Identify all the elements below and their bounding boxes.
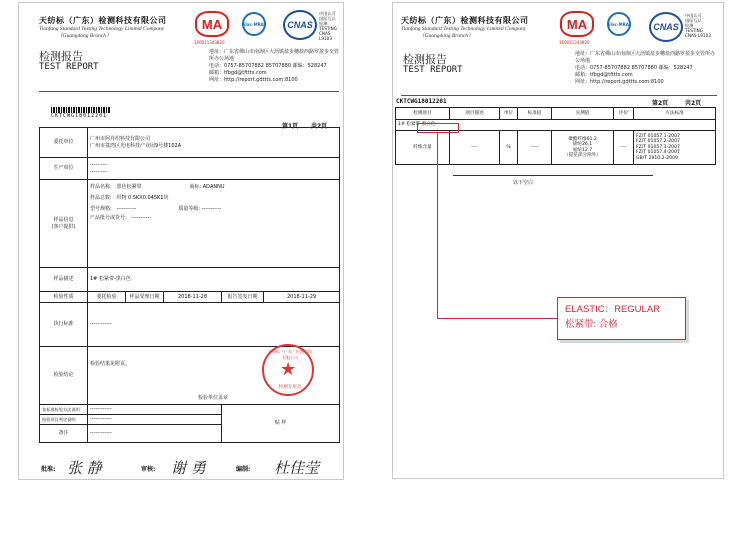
conclusion-value: 检验结果见附页。 检验单位盖章: [88, 347, 340, 405]
page-total-p2: 共2页: [685, 100, 702, 107]
sampler-cell: 贴 样: [222, 405, 340, 443]
ilac-mra-logo: ilac-MRA: [242, 12, 266, 36]
audit-signature: 谢 勇: [171, 459, 206, 477]
remark-value: ------------: [88, 425, 222, 443]
company-name-p2: 天纺标（广东）检测科技有限公司: [401, 16, 529, 25]
report-info-table: [39, 127, 340, 443]
standard-value: ------------: [88, 303, 340, 347]
report-address-p2: 地址：广东省佛山市南海区大沥镇盐步穗盐西路罗盈步交管所办公场地 电话：0757-85707882 85707880 邮编：528247 邮箱：tfbgd@tfttts.com 网址：http://report.gdttts.com:8100: [575, 51, 716, 85]
report-date: 2018-11-29: [264, 292, 340, 303]
received-date: 2018-11-28: [164, 292, 222, 303]
report-page-2: [392, 2, 724, 479]
callout-line-vertical: [437, 133, 438, 319]
nature-label: 检验性质: [40, 292, 88, 303]
cnas-logo: CNAS: [283, 10, 317, 40]
item-methods: FZ/T 01057.1-2007 FZ/T 01057.2-2007 FZ/T 01057.3-2007 FZ/T 01057.4-2007 GB/T 2910.2-2009: [634, 131, 716, 165]
client-row: [40, 128, 340, 158]
cnas-caption: 中国认可 国际互认 检测 TESTING CNAS L9103: [319, 11, 338, 41]
item-fiber-content: 纤维含量: [396, 131, 450, 165]
report-title-cn-p2: 检测报告: [403, 53, 447, 66]
nonstd-label: 非标准检验方法说明: [40, 405, 88, 415]
report-title-en: TEST REPORT: [39, 62, 99, 72]
description-value: 1# 松紧带-黑白色: [88, 268, 340, 292]
end-note: 以下空白: [513, 180, 534, 186]
barcode-p2: CKTCWG18012201: [396, 98, 447, 105]
col-desc: 项目描述: [450, 108, 500, 120]
nonstd-row: [40, 405, 340, 415]
highlight-box: [417, 123, 459, 133]
report-title-en-p2: TEST REPORT: [403, 65, 463, 75]
conclusion-label: 检验结论: [40, 347, 88, 405]
page-number: 第1页: [282, 123, 299, 130]
col-measured: 实测值: [552, 108, 614, 120]
judge-label: 检验项目判定说明: [40, 415, 88, 425]
standard-label: 执行标准: [40, 303, 88, 347]
sample-row-label: 1# 松紧带-黑白色: [396, 120, 716, 131]
description-label: 样品描述: [40, 268, 88, 292]
company-name-en-p2: Tianfang Standard Testing Technology Limited Company: [401, 26, 527, 32]
company-name: 天纺标（广东）检测科技有限公司: [39, 16, 167, 25]
report-title-cn: 检测报告: [39, 50, 83, 63]
standard-row: [40, 303, 340, 347]
col-std: 标准值: [518, 108, 552, 120]
company-branch-en-p2: （Guangdong Branch）: [419, 33, 474, 39]
col-method: 方法标准: [634, 108, 716, 120]
header-divider-p2: [401, 95, 717, 96]
item-desc: ----: [450, 131, 500, 165]
approve-signature: 张 静: [67, 459, 102, 477]
item-unit: %: [500, 131, 518, 165]
client-label: 委托单位: [40, 128, 88, 158]
nature-value: 委托检验: [88, 292, 126, 303]
sample-label: 样品信息 (客户提供): [40, 180, 88, 268]
barcode: CKTCWG18012201: [51, 107, 111, 119]
judge-value: ------------: [88, 415, 222, 425]
ma-logo: MA: [195, 11, 229, 37]
maker-value: ---------- ----------: [88, 158, 340, 180]
report-date-label: 报告签发日期: [222, 292, 264, 303]
col-item: 检测项目: [396, 108, 450, 120]
company-branch-en: （Guangdong Branch）: [57, 33, 112, 39]
approve-label: 批准:: [41, 466, 56, 473]
client-value: 广州市阿丹织料技有限公司 广州市荔湾区光电科技产业园9号楼102A: [88, 128, 340, 158]
remark-label: 备注: [40, 425, 88, 443]
page-number-p2: 第2页: [652, 100, 669, 107]
company-name-en: Tianfang Standard Testing Technology Limited Company: [39, 26, 165, 32]
callout-line2: 松紧带: 合格: [565, 319, 618, 330]
stamp-caption: 检验单位盖章: [198, 395, 229, 401]
sample-value: 样品名称: 黑色松紧带 商标: ADANNU 样品总数: 织物 0.5KX0.045K1块 型号规格: ----------- 质量等级: ----------- 产品批号或货号: -----------: [88, 180, 340, 268]
cnas-caption-p2: 中国认可 国际互认 检测 TESTING CNAS L9103: [685, 13, 711, 38]
report-page-1: [18, 2, 344, 480]
nature-row: [40, 292, 340, 303]
ma-number: 160011343820: [194, 40, 225, 45]
sample-row: [40, 180, 340, 268]
maker-row: [40, 158, 340, 180]
received-label: 样品受理日期: [126, 292, 164, 303]
item-measured: 聚酯纤维61.2 锦纶26.1 氨纶12.7 （提花部分除外）: [552, 131, 614, 165]
end-divider: [453, 175, 653, 176]
ma-logo-p2: MA: [560, 11, 594, 37]
col-eval: 评价: [614, 108, 634, 120]
make-label: 编制:: [236, 466, 251, 473]
make-signature: 杜佳莹: [274, 459, 320, 477]
description-row: [40, 268, 340, 292]
nonstd-value: ------------: [88, 405, 222, 415]
official-stamp: 天纺标（广东）检测科技有限公司 ★ 检测专用章: [262, 344, 314, 396]
item-std: -----: [518, 131, 552, 165]
ma-number-p2: 160011343820: [559, 40, 590, 45]
ilac-mra-logo-p2: ilac-MRA: [607, 12, 631, 36]
item-eval: ----: [614, 131, 634, 165]
col-unit: 单位: [500, 108, 518, 120]
page-total: 共2页: [311, 123, 328, 130]
result-callout: [557, 297, 686, 340]
callout-line-horizontal: [437, 318, 557, 319]
result-header-row: [396, 108, 716, 120]
report-address: 地址：广东省佛山市南海区大沥镇盐步穗盐西路罗盈步交管所办公场地 电话：0757-85707882 85707880 邮编：528247 邮箱：tfbgd@tfttts.com 网址：http://report.gdttts.com:8100: [209, 49, 340, 83]
header-divider: [39, 91, 339, 92]
fiber-content-row: [396, 131, 716, 165]
maker-label: 生产单位: [40, 158, 88, 180]
callout-line1: ELASTIC：REGULAR: [565, 304, 661, 315]
result-table: [395, 107, 716, 165]
cnas-logo-p2: CNAS: [649, 12, 683, 42]
audit-label: 审核:: [141, 466, 156, 473]
